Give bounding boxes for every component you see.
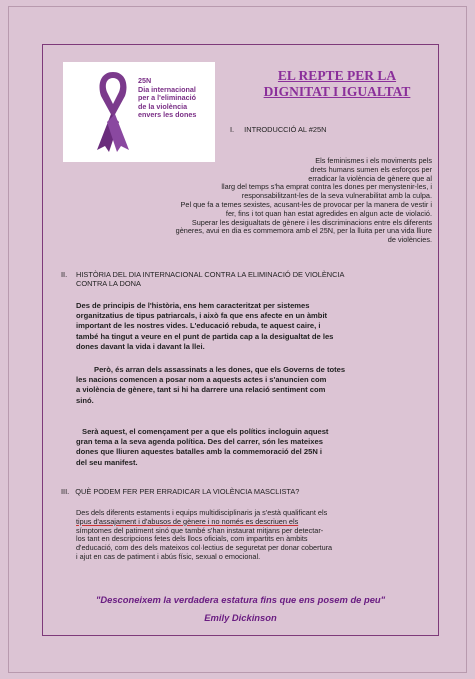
text-line: Superar les desigualtats de gènere i les discriminacions entre els diferents (191, 217, 432, 227)
text-line: a violència de gènere, tant si hi ha darrere una relació sentiment com (76, 385, 326, 395)
logo-caption (138, 77, 218, 120)
closing-quote: "Desconeixem la verdadera estatura fins que ens posem de peu" (95, 594, 386, 605)
section-number: I. (230, 125, 235, 134)
awareness-logo (63, 62, 215, 162)
text-line: Serà aquest, el començament per a que els polítics incloguin aquest (82, 427, 329, 436)
text-line: sinó. (76, 395, 94, 405)
logo-line: Dia internacional (138, 84, 196, 94)
text-line: i ajut en cas de patiment i abús físic, sexual o emocional. (76, 551, 261, 561)
section-title: HISTÒRIA DEL DIA INTERNACIONAL CONTRA LA ELIMINACIÓ DE VIOLÈNCIA (76, 270, 345, 279)
text-line: drets humans sumen els esforços per (310, 164, 432, 174)
section-1-heading (230, 125, 326, 134)
text-line: d'educació, com des dels mateixos col·lectius de seguretat per donar cobertura (76, 543, 333, 553)
section-2-paragraph-1 (76, 301, 432, 352)
section-3-heading (61, 487, 299, 496)
text-line: llarg del temps s'ha emprat contra les dones per menystenir-les, i (221, 182, 432, 192)
document-title (251, 68, 423, 100)
section-2-heading (61, 270, 433, 288)
section-title: CONTRA LA DONA (76, 279, 141, 288)
text-line: de violències. (387, 235, 432, 245)
section-number: III. (61, 487, 70, 496)
section-3-body (76, 509, 434, 562)
text-line: gran tema a la seva agenda política. Des del carrer, són les mateixes (76, 437, 323, 447)
ribbon-icon (91, 68, 135, 154)
logo-line: envers les dones (138, 110, 197, 120)
text-line: Els feminismes i els moviments pels (315, 156, 432, 165)
text-line: erradicar la violència de gènere que al (308, 173, 432, 183)
text-line: símptomes del patiment sinó que també s'han instaurat mitjans per detectar- (76, 525, 324, 535)
quote-author: Emily Dickinson (204, 612, 277, 623)
title-line-1: EL REPTE PER LA (277, 68, 397, 83)
text-line: també ha tingut a veure en el punt de partida cap a la desigualtat de les (76, 331, 334, 341)
section-2-paragraph-2 (76, 365, 432, 406)
text-line: important de les nostres vides. L'educació rebuda, te aquest caire, i (76, 321, 321, 331)
text-line: del seu manifest. (76, 457, 138, 467)
section-title: INTRODUCCIÓ AL #25N (244, 125, 327, 134)
text-line: dones que lliuren aquestes batalles amb la commemoració del 25N i (76, 447, 323, 457)
text-line: Des de principis de l'història, ens hem caracteritzat per sistemes (76, 301, 310, 310)
section-number: II. (61, 270, 68, 279)
text-line: fer, fins i tot quan han estat agredides en algun acte de violació. (225, 208, 432, 218)
logo-line: per a l'eliminació (138, 93, 197, 103)
text-line: dones davant la vida i davant la llei. (76, 341, 205, 351)
logo-line: 25N (138, 76, 152, 85)
text-line: organitzatius de tipus patriarcals, i això fa que ens afecte en un àmbit (76, 311, 328, 321)
logo-line: de la violència (138, 101, 188, 111)
section-title: QUÈ PODEM FER PER ERRADICAR LA VIOLÈNCIA MASCLISTA? (75, 487, 300, 496)
text-line: tipus d'assajament i d'abusos de gènere i no només es descriuen els (76, 516, 299, 526)
title-line-2: DIGNITAT I IGUALTAT (263, 84, 411, 99)
text-line: Pel que fa a temes sexistes, acusant-les de provocar per la manera de vestir i (180, 199, 432, 209)
section-1-body (60, 157, 432, 245)
text-line: responsabilitzant-les de la seva vulnerabilitat amb la culpa. (241, 191, 432, 201)
text-line: les nacions comencen a posar nom a aquests actes i s'anuncien com (76, 375, 327, 385)
text-line: gèneres, avui en dia es commemora amb el 25N, per la lluita per una vida lliure (175, 226, 432, 236)
text-line: Des dels diferents estaments i equips multidisciplinaris ja s'està qualificant els (76, 508, 328, 517)
text-line: Però, és arran dels assassinats a les dones, que els Governs de totes (94, 365, 346, 374)
text-line: los tant en descripcions fetes dels llocs oficials, com impartits en àmbits (76, 534, 308, 544)
section-2-paragraph-3 (76, 427, 432, 468)
